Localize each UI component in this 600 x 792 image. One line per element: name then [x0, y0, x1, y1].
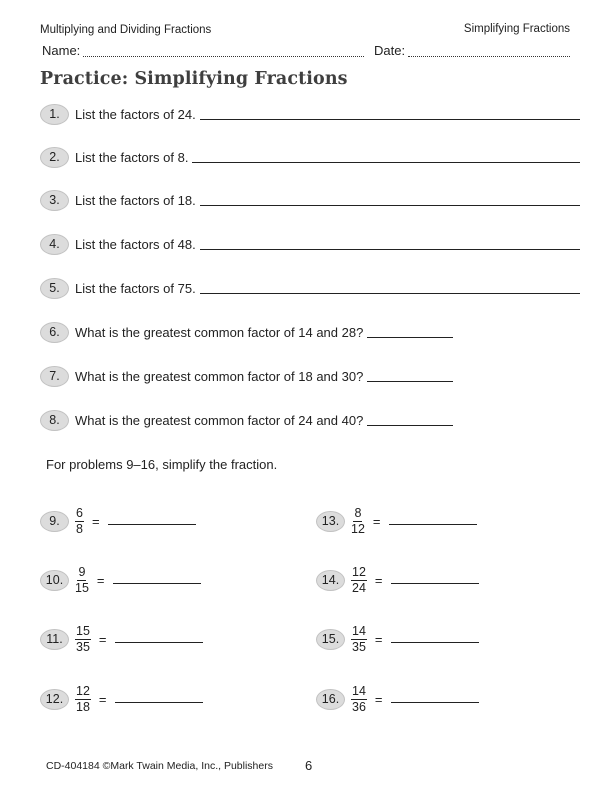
- denominator: 15: [75, 580, 89, 595]
- question-text: List the factors of 48.: [75, 236, 196, 252]
- question-number: 9.: [40, 511, 69, 532]
- fraction: [351, 685, 367, 714]
- denominator: 24: [352, 580, 366, 595]
- fraction-problem: [316, 562, 479, 598]
- fraction-problem: [40, 681, 203, 717]
- question-number: 15.: [316, 629, 345, 650]
- question-number: 16.: [316, 689, 345, 710]
- page-number: 6: [305, 758, 313, 773]
- question-number: 11.: [40, 629, 69, 650]
- equals-sign: =: [374, 572, 383, 588]
- fraction: [75, 685, 91, 714]
- question-number: 5.: [40, 278, 69, 299]
- question-number: 10.: [40, 570, 69, 591]
- fraction: [75, 566, 89, 595]
- fraction: [351, 507, 365, 536]
- question-row: [40, 189, 580, 211]
- question-row: [40, 233, 580, 255]
- header-section-title: Multiplying and Dividing Fractions: [40, 24, 212, 36]
- question-text: What is the greatest common factor of 14 and 28?: [75, 324, 364, 340]
- equals-sign: =: [96, 572, 105, 588]
- answer-line[interactable]: [391, 642, 479, 643]
- question-number: 2.: [40, 147, 69, 168]
- date-label: Date:: [374, 43, 406, 58]
- answer-line[interactable]: [113, 583, 201, 584]
- question-text: List the factors of 18.: [75, 192, 196, 208]
- equals-sign: =: [98, 631, 107, 647]
- question-row: [40, 409, 453, 431]
- question-text: List the factors of 24.: [75, 106, 196, 122]
- numerator: 14: [352, 623, 366, 638]
- page-title: Practice: Simplifying Fractions: [40, 69, 348, 89]
- answer-line[interactable]: [192, 162, 580, 163]
- question-row: [40, 321, 453, 343]
- answer-line[interactable]: [389, 524, 477, 525]
- answer-line[interactable]: [115, 642, 203, 643]
- question-text: List the factors of 75.: [75, 280, 196, 296]
- name-label: Name:: [42, 43, 81, 58]
- numerator: 14: [352, 683, 366, 698]
- numerator: 9: [78, 564, 86, 579]
- denominator: 18: [76, 699, 90, 714]
- question-number: 14.: [316, 570, 345, 591]
- answer-line[interactable]: [367, 381, 453, 382]
- question-number: 1.: [40, 104, 69, 125]
- answer-line[interactable]: [200, 119, 580, 120]
- question-row: [40, 365, 453, 387]
- denominator: 35: [352, 639, 366, 654]
- answer-line[interactable]: [367, 425, 453, 426]
- question-number: 13.: [316, 511, 345, 532]
- fraction: [351, 566, 367, 595]
- fraction-problem: [316, 503, 477, 539]
- question-row: [40, 103, 580, 125]
- question-number: 4.: [40, 234, 69, 255]
- answer-line[interactable]: [391, 702, 479, 703]
- answer-line[interactable]: [200, 293, 580, 294]
- answer-line[interactable]: [108, 524, 196, 525]
- fraction: [351, 625, 367, 654]
- fraction: [75, 625, 91, 654]
- header-topic: Simplifying Fractions: [463, 23, 570, 35]
- question-number: 8.: [40, 410, 69, 431]
- question-number: 3.: [40, 190, 69, 211]
- equals-sign: =: [91, 513, 100, 529]
- footer-publisher: CD-404184 ©Mark Twain Media, Inc., Publishers: [46, 760, 273, 772]
- question-row: [40, 146, 580, 168]
- question-number: 12.: [40, 689, 69, 710]
- denominator: 35: [76, 639, 90, 654]
- numerator: 6: [76, 505, 83, 520]
- fraction: [75, 507, 84, 536]
- question-number: 6.: [40, 322, 69, 343]
- numerator: 15: [76, 623, 90, 638]
- numerator: 8: [354, 505, 362, 520]
- answer-line[interactable]: [115, 702, 203, 703]
- date-field[interactable]: [408, 56, 570, 57]
- equals-sign: =: [374, 691, 383, 707]
- fraction-problem: [40, 562, 201, 598]
- answer-line[interactable]: [200, 205, 580, 206]
- numerator: 12: [352, 564, 366, 579]
- question-number: 7.: [40, 366, 69, 387]
- equals-sign: =: [98, 691, 107, 707]
- answer-line[interactable]: [367, 337, 453, 338]
- numerator: 12: [76, 683, 90, 698]
- answer-line[interactable]: [200, 249, 580, 250]
- question-text: What is the greatest common factor of 18 and 30?: [75, 368, 364, 384]
- fraction-problem: [316, 621, 479, 657]
- question-row: [40, 277, 580, 299]
- answer-line[interactable]: [391, 583, 479, 584]
- fraction-problem: [40, 621, 203, 657]
- fraction-problem: [40, 503, 196, 539]
- equals-sign: =: [374, 631, 383, 647]
- question-text: What is the greatest common factor of 24 and 40?: [75, 412, 364, 428]
- denominator: 12: [351, 521, 365, 536]
- denominator: 8: [76, 521, 83, 536]
- name-field[interactable]: [83, 56, 364, 57]
- denominator: 36: [352, 699, 366, 714]
- fraction-problem: [316, 681, 479, 717]
- question-text: List the factors of 8.: [75, 149, 189, 165]
- instructions: For problems 9–16, simplify the fraction.: [46, 457, 278, 472]
- equals-sign: =: [372, 513, 381, 529]
